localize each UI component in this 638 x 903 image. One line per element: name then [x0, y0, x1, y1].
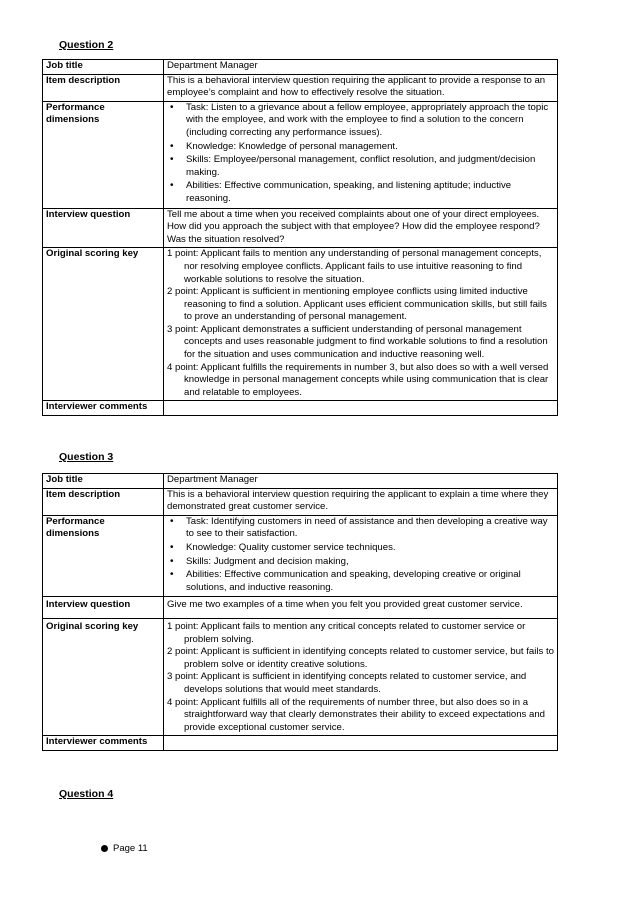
table-row: [43, 401, 558, 416]
interview-question-label: Interview question: [43, 597, 164, 619]
table-row: [43, 248, 558, 401]
question-3-table: [42, 473, 558, 751]
scoring-item: 1 point: Applicant fails to mention any understanding of personal management concepts, nor resolving employee conflicts. Applicant fails to use intuitive reasoning to find workable solutions to resolve the situation.: [167, 248, 542, 285]
table-row: [43, 618, 558, 735]
scoring-item: 1 point: Applicant fails to mention any critical concepts related to customer service or problem solving.: [167, 620, 526, 645]
question-4-heading: Question 4: [59, 788, 114, 800]
list-item: • Knowledge: Quality customer service techniques.: [167, 542, 554, 555]
question-2-table: [42, 59, 558, 416]
interviewer-comments-label: Interviewer comments: [43, 401, 164, 416]
interviewer-comments-value: [164, 401, 558, 416]
table-row: [43, 515, 558, 597]
item-description-value: This is a behavioral interview question requiring the applicant to provide a response to an employee’s complaint and how to effectively resolve the situation.: [164, 74, 558, 101]
list-item: • Abilities: Effective communication and speaking, developing creative or original solutions, and inductive reasoning.: [167, 569, 554, 594]
dimensions-list: [167, 102, 554, 206]
scoring-item: 3 point: Applicant is sufficient in identifying concepts related to customer service, and develops solutions that would meet standards.: [167, 671, 527, 695]
list-item: • Skills: Judgment and decision making,: [167, 556, 554, 569]
performance-dimensions-label: Performance dimensions: [43, 515, 164, 597]
performance-dimensions-label: Performance dimensions: [43, 101, 164, 208]
item-description-value: This is a behavioral interview question requiring the applicant to explain a time where they demonstrated great customer service.: [164, 488, 558, 515]
interview-question-value: Tell me about a time when you received complaints about one of your direct employees. How did you approach the subject with that employee? How did the employee respond? Was the situation resolved?: [164, 208, 558, 248]
table-row: [43, 60, 558, 75]
job-title-label: Job title: [43, 60, 164, 75]
scoring-item: 2 point: Applicant is sufficient in mentioning employee conflicts using limited inductive reasoning to find a solution. Applicant uses efficient communication skills, but still fails to prove an understanding of personal management.: [167, 286, 547, 323]
scoring-item: 4 point: Applicant fulfills the requirements in number 3, but also does so with a well versed knowledge in personal management concepts while using communication that is clear and relatable to employees.: [167, 361, 549, 398]
list-item: • Abilities: Effective communication, speaking, and listening aptitude; inductive reasoning.: [167, 180, 554, 205]
scoring-item: 4 point: Applicant fulfills all of the requirements of number three, but also does so in a straightforward way that clearly demonstrates their ability to exceed expectations and provide exceptional customer service.: [167, 696, 546, 733]
scoring-item: 2 point: Applicant is sufficient in identifying concepts related to customer service, but fails to problem solve or identity creative solutions.: [167, 646, 554, 670]
table-row: [43, 488, 558, 515]
performance-dimensions-value: [164, 101, 558, 208]
job-title-value: Department Manager: [164, 60, 558, 75]
interviewer-comments-label: Interviewer comments: [43, 736, 164, 751]
table-row: [43, 474, 558, 489]
list-item: • Knowledge: Knowledge of personal management.: [167, 141, 554, 154]
page-number: Page 11: [113, 843, 148, 854]
interview-question-label: Interview question: [43, 208, 164, 248]
table-row: [43, 74, 558, 101]
interview-question-value: Give me two examples of a time when you felt you provided great customer service.: [164, 597, 558, 619]
item-description-label: Item description: [43, 488, 164, 515]
item-description-label: Item description: [43, 74, 164, 101]
job-title-label: Job title: [43, 474, 164, 489]
question-3-heading: Question 3: [59, 451, 114, 463]
list-item: • Task: Listen to a grievance about a fellow employee, appropriately approach the topic with the employee, and work with the employee to find a solution to the concern (including correcting any performance issues).: [167, 102, 554, 140]
table-row: [43, 208, 558, 248]
table-row: [43, 101, 558, 208]
scoring-key-label: Original scoring key: [43, 618, 164, 735]
list-item: • Task: Identifying customers in need of assistance and then developing a creative way to see to their satisfaction.: [167, 516, 554, 541]
question-2-heading: Question 2: [59, 39, 114, 51]
page-footer: [101, 843, 148, 854]
table-row: [43, 597, 558, 619]
scoring-key-value: [164, 248, 558, 401]
table-row: [43, 736, 558, 751]
scoring-key-value: [164, 618, 558, 735]
bullet-dot-icon: [101, 845, 108, 852]
scoring-key-label: Original scoring key: [43, 248, 164, 401]
performance-dimensions-value: [164, 515, 558, 597]
list-item: • Skills: Employee/personal management, conflict resolution, and judgment/decision making.: [167, 154, 554, 179]
scoring-item: 3 point: Applicant demonstrates a sufficient understanding of personal management concepts and uses reasonable judgment to find workable solutions to find a resolution for the situation and uses communication and inductive reasoning well.: [167, 323, 548, 361]
dimensions-list: [167, 516, 554, 595]
job-title-value: Department Manager: [164, 474, 558, 489]
interviewer-comments-value: [164, 736, 558, 751]
